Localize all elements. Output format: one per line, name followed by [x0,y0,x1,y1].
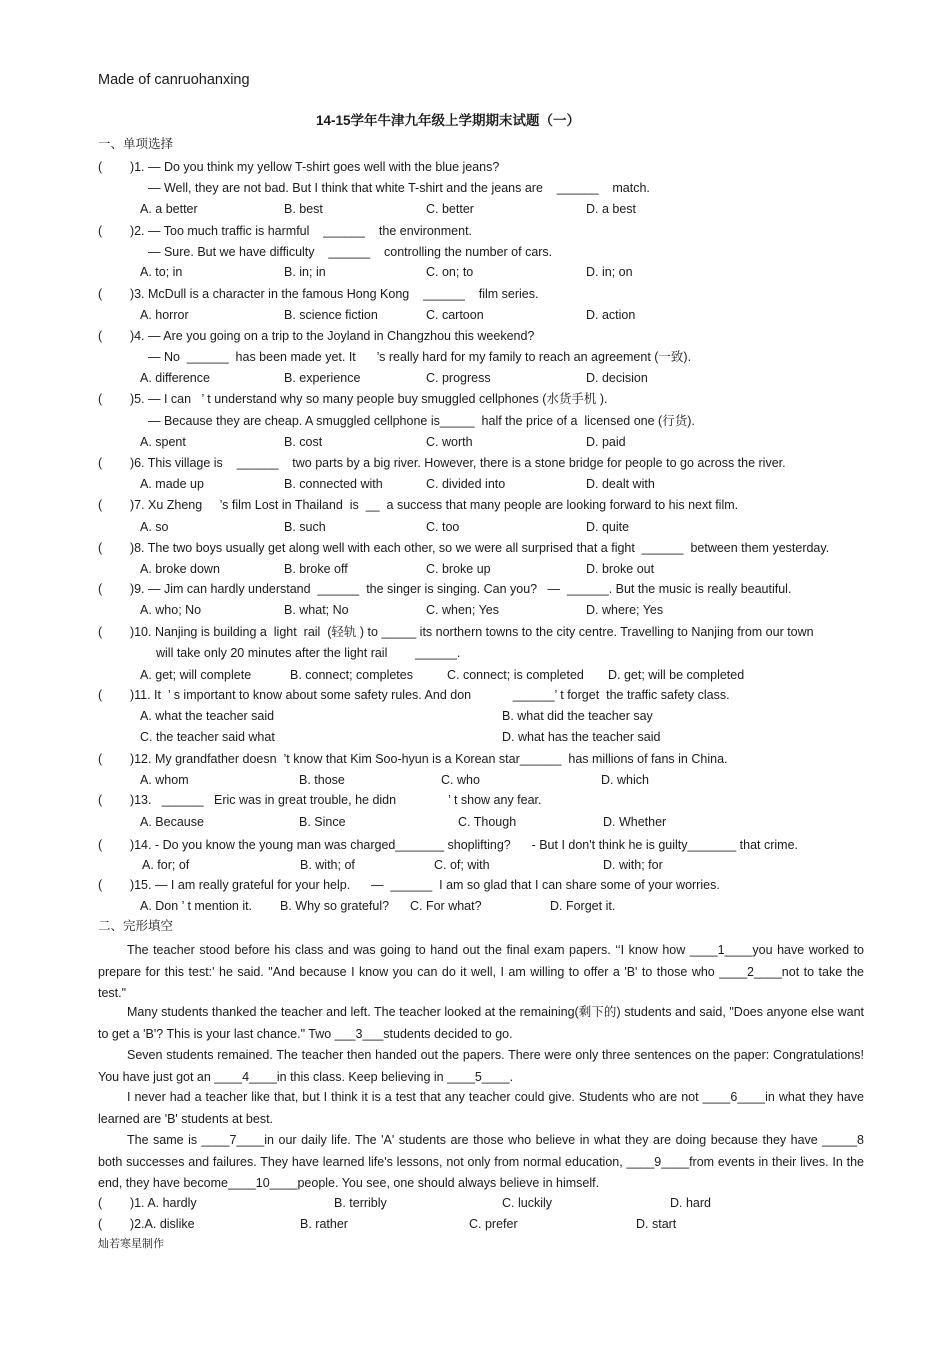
q12-option-b: B. those [299,773,345,787]
question-10-line2: will take only 20 minutes after the light rail ______. [156,646,461,660]
q10-option-d: D. get; will be completed [608,668,745,682]
cloze-paragraph-2: Many students thanked the teacher and left. The teacher looked at the remaining(剩下的) students and said, "Does anyone else want to get a 'B'? This is your last chance." Two ___3___students decided to go. [98,1005,864,1041]
cloze-question-1-stem: ( )1. A. hardly [98,1196,197,1210]
cloze-paragraph-1: The teacher stood before his class and was going to hand out the final exam papers. ‘‘I know how ____1____you have worked to prepare for this test:' he said. "And because I know you can do it well, I am willing to offer a 'B' to those who ____2____not to take the test." [98,943,864,1000]
q4-option-c: C. progress [426,371,491,385]
q8-option-d: D. broke out [586,562,655,576]
q3-option-d: D. action [586,308,636,322]
q15-option-a: A. Don ’ t mention it. [140,899,253,913]
c2-option-d: D. start [636,1217,677,1231]
page-title: 14-15学年牛津九年级上学期期末试题（一） [316,113,581,128]
q3-option-c: C. cartoon [426,308,484,322]
q2-option-c: C. on; to [426,265,474,279]
q14-option-d: D. with; for [603,858,663,872]
question-9-stem: ( )9. — Jim can hardly understand ______ the singer is singing. Can you? — ______. But the music is really beautiful. [98,582,792,596]
question-3-stem: ( )3. McDull is a character in the famous Hong Kong ______ film series. [98,287,539,301]
q9-option-a: A. who; No [140,603,202,617]
q14-option-b: B. with; of [300,858,355,872]
q9-option-c: C. when; Yes [426,603,499,617]
q12-option-d: D. which [601,773,649,787]
question-5-line2: — Because they are cheap. A smuggled cellphone is_____ half the price of a licensed one (行货). [148,414,695,428]
q2-option-a: A. to; in [140,265,183,279]
q12-option-c: C. who [441,773,480,787]
q9-option-d: D. where; Yes [586,603,664,617]
q1-option-a: A. a better [140,202,198,216]
question-4-line2: — No ______ has been made yet. It ’s really hard for my family to reach an agreement (一致). [148,350,692,364]
q6-option-d: D. dealt with [586,477,655,491]
q9-option-b: B. what; No [284,603,349,617]
question-6-stem: ( )6. This village is ______ two parts by a big river. However, there is a stone bridge for people to go across the river. [98,456,786,470]
c2-option-c: C. prefer [469,1217,518,1231]
q13-option-c: C. Though [458,815,517,829]
question-5-stem: ( )5. — I can ’ t understand why so many people buy smuggled cellphones (水货手机 ). [98,392,608,406]
c1-option-b: B. terribly [334,1196,387,1210]
q4-option-b: B. experience [284,371,361,385]
q4-option-d: D. decision [586,371,648,385]
q4-option-a: A. difference [140,371,210,385]
c2-option-b: B. rather [300,1217,348,1231]
q15-option-b: B. Why so grateful? [280,899,390,913]
q13-option-d: D. Whether [603,815,667,829]
q5-option-d: D. paid [586,435,626,449]
q1-option-d: D. a best [586,202,637,216]
question-1-stem: ( )1. — Do you think my yellow T-shirt goes well with the blue jeans? [98,160,500,174]
question-1-line2: — Well, they are not bad. But I think that white T-shirt and the jeans are ______ match. [148,181,650,195]
q15-option-d: D. Forget it. [550,899,616,913]
cloze-paragraph-5: The same is ____7____in our daily life. The 'A' students are those who believe in what they are doing because they have _____8 both successes and failures. They have learned life's lessons, not only from normal education, ____9____from events in their lives. In the end, they have become____10____people. You see, one should always believe in himself. [98,1133,864,1190]
q6-option-a: A. made up [140,477,204,491]
q5-option-c: C. worth [426,435,473,449]
q2-option-d: D. in; on [586,265,633,279]
question-14-stem: ( )14. - Do you know the young man was charged_______ shoplifting? - But I don't think he is guilty_______ that crime. [98,838,799,852]
c1-option-c: C. luckily [502,1196,553,1210]
q7-option-d: D. quite [586,520,630,534]
question-2-line2: — Sure. But we have difficulty ______ controlling the number of cars. [148,245,553,259]
header-text: Made of canruohanxing [98,72,250,88]
question-12-stem: ( )12. My grandfather doesn ’t know that Kim Soo-hyun is a Korean star______ has millions of fans in China. [98,752,728,766]
q10-option-b: B. connect; completes [290,668,413,682]
q1-option-c: C. better [426,202,474,216]
question-10-stem: ( )10. Nanjing is building a light rail (轻轨 ) to _____ its northern towns to the city centre. Travelling to Nanjing from our town [98,625,814,639]
q8-option-a: A. broke down [140,562,220,576]
q14-option-a: A. for; of [142,858,190,872]
section-1-title: 一、单项选择 [98,137,174,151]
q5-option-a: A. spent [140,435,186,449]
q13-option-b: B. Since [299,815,346,829]
question-8-stem: ( )8. The two boys usually get along well with each other, so we were all surprised that a fight ______ between them yesterday. [98,541,830,555]
q12-option-a: A. whom [140,773,189,787]
q14-option-c: C. of; with [434,858,490,872]
q7-option-b: B. such [284,520,326,534]
q6-option-c: C. divided into [426,477,506,491]
question-7-stem: ( )7. Xu Zheng ’s film Lost in Thailand is __ a success that many people are looking forward to his next film. [98,498,739,512]
c1-option-d: D. hard [670,1196,711,1210]
q6-option-b: B. connected with [284,477,383,491]
q11-option-a: A. what the teacher said [140,709,275,723]
q7-option-a: A. so [140,520,169,534]
cloze-question-2-stem: ( )2.A. dislike [98,1217,195,1231]
q3-option-b: B. science fiction [284,308,378,322]
q8-option-b: B. broke off [284,562,348,576]
question-2-stem: ( )2. — Too much traffic is harmful ______ the environment. [98,224,473,238]
q5-option-b: B. cost [284,435,323,449]
cloze-paragraph-4: I never had a teacher like that, but I think it is a test that any teacher could give. Students who are not ____6____in what they have learned are 'B' students at best. [98,1090,864,1126]
cloze-paragraph-3: Seven students remained. The teacher then handed out the papers. There were only three sentences on the paper: Congratulations! You have just got an ____4____in this class. Keep believing in ____5____. [98,1048,864,1084]
q8-option-c: C. broke up [426,562,491,576]
q11-option-d: D. what has the teacher said [502,730,661,744]
q15-option-c: C. For what? [410,899,482,913]
q2-option-b: B. in; in [284,265,326,279]
question-15-stem: ( )15. — I am really grateful for your help. — ______ I am so glad that I can share some of your worries. [98,878,720,892]
q13-option-a: A. Because [140,815,204,829]
q10-option-c: C. connect; is completed [447,668,584,682]
q7-option-c: C. too [426,520,460,534]
question-11-stem: ( )11. It ’ s important to know about some safety rules. And don ______’ t forget the traffic safety class. [98,688,730,702]
q11-option-b: B. what did the teacher say [502,709,653,723]
q11-option-c: C. the teacher said what [140,730,275,744]
question-4-stem: ( )4. — Are you going on a trip to the Joyland in Changzhou this weekend? [98,329,535,343]
q3-option-a: A. horror [140,308,189,322]
question-13-stem: ( )13. ______ Eric was in great trouble, he didn ’ t show any fear. [98,793,542,807]
q1-option-b: B. best [284,202,323,216]
footer-text: 灿若寒星制作 [98,1237,164,1250]
section-2-title: 二、完形填空 [98,919,174,933]
q10-option-a: A. get; will complete [140,668,252,682]
